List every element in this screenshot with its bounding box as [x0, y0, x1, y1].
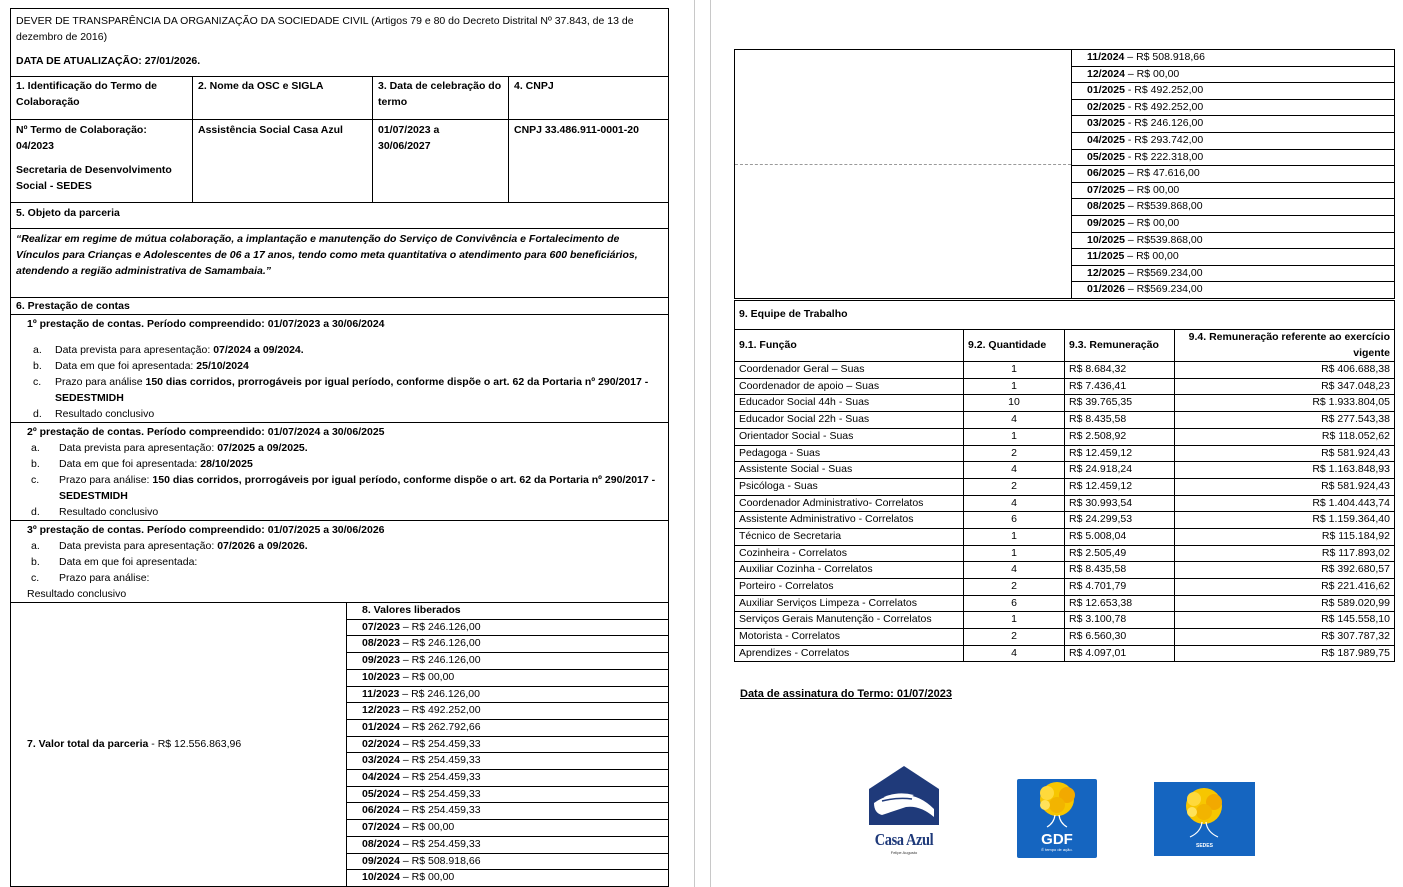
- valor-total-value: - R$ 12.556.863,96: [148, 737, 242, 750]
- casa-azul-logo: [868, 765, 940, 865]
- col-header-quantidade: 9.2. Quantidade: [964, 329, 1065, 361]
- valor-row: 11/2024 – R$ 508.918,66: [1072, 50, 1395, 67]
- table-row: Porteiro - Correlatos 2 R$ 4.701,79 R$ 221.416,62: [735, 579, 1395, 596]
- osc-nome: Assistência Social Casa Azul: [193, 120, 373, 203]
- house-hands-icon: [868, 765, 940, 827]
- table-row: Auxiliar Cozinha - Correlatos 4 R$ 8.435,58 R$ 392.680,57: [735, 562, 1395, 579]
- prestacao-2-d: d. Resultado conclusivo: [31, 506, 159, 518]
- valores-liberados-label: 8. Valores liberados: [347, 603, 669, 620]
- valor-row: 08/2025 – R$539.868,00: [1072, 199, 1395, 216]
- valor-row: 10/2023 – R$ 00,00: [347, 669, 669, 686]
- prestacao-3-title: 3º prestação de contas. Período compreendido: 01/07/2025 a 30/06/2026: [27, 524, 385, 536]
- valor-row: 12/2025 – R$569.234,00: [1072, 265, 1395, 282]
- valor-row: 02/2024 – R$ 254.459,33: [347, 736, 669, 753]
- data-celebracao-inicio: 01/07/2023 a: [378, 124, 440, 136]
- data-celebracao-fim: 30/06/2027: [378, 140, 431, 152]
- document-header: [11, 9, 669, 77]
- valor-row: 04/2025 - R$ 293.742,00: [1072, 132, 1395, 149]
- prestacao-1-b: b. Data em que foi apresentada: 25/10/2024: [33, 360, 249, 372]
- equipe-label: 9. Equipe de Trabalho: [735, 300, 1395, 329]
- valor-row: 11/2025 – R$ 00,00: [1072, 249, 1395, 266]
- valor-row: 09/2024 – R$ 508.918,66: [347, 853, 669, 870]
- table-row: Psicóloga - Suas 2 R$ 12.459,12 R$ 581.924,43: [735, 478, 1395, 495]
- table-row: Assistente Administrativo - Correlatos 6 R$ 24.299,53 R$ 1.159.364,40: [735, 512, 1395, 529]
- gdf-tagline: É tempo de ação.: [1041, 847, 1073, 852]
- termo-numero: Nº Termo de Colaboração: 04/2023: [16, 124, 147, 152]
- prestacao-2-c: c. Prazo para análise: 150 dias corridos, prorrogáveis por igual período, conforme dispõe o art. 62 da Portaria nº 290/2017 - SEDESTMIDH: [31, 474, 656, 502]
- valor-row: 07/2025 – R$ 00,00: [1072, 182, 1395, 199]
- valor-row: 07/2024 – R$ 00,00: [347, 820, 669, 837]
- prestacao-2-a: a. Data prevista para apresentação: 07/2025 a 09/2025.: [31, 442, 308, 454]
- valor-row: 12/2024 – R$ 00,00: [1072, 66, 1395, 83]
- prestacao-1-title: 1º prestação de contas. Período compreendido: 01/07/2023 a 30/06/2024: [27, 318, 385, 330]
- valor-row: 12/2023 – R$ 492.252,00: [347, 703, 669, 720]
- valor-row: 03/2025 - R$ 246.126,00: [1072, 116, 1395, 133]
- logos-footer: [860, 765, 1270, 875]
- valor-row: 05/2025 - R$ 222.318,00: [1072, 149, 1395, 166]
- prestacao-1-c: c. Prazo para análise 150 dias corridos, prorrogáveis por igual período, conforme dispõe o art. 62 da Portaria nº 290/2017 - SEDESTMIDH: [33, 376, 649, 404]
- valor-row: 01/2024 – R$ 262.792,66: [347, 719, 669, 736]
- valores-empty-cell: [735, 50, 1072, 299]
- sedes-name: SEDES: [1196, 843, 1213, 849]
- table-row: Serviços Gerais Manutenção - Correlatos 1 R$ 3.100,78 R$ 145.558,10: [735, 612, 1395, 629]
- prestacao-label: 6. Prestação de contas: [11, 298, 669, 315]
- prestacao-1: [11, 315, 669, 423]
- valor-row: 05/2024 – R$ 254.459,33: [347, 786, 669, 803]
- table-row: Coordenador Geral – Suas 1 R$ 8.684,32 R$ 406.688,38: [735, 362, 1395, 379]
- equipe-table: [734, 300, 1395, 663]
- valor-row: 11/2023 – R$ 246.126,00: [347, 686, 669, 703]
- table-row: Coordenador de apoio – Suas 1 R$ 7.436,41 R$ 347.048,23: [735, 378, 1395, 395]
- sedes-logo: [1154, 782, 1255, 856]
- col-header-data-celebracao: 3. Data de celebração do termo: [373, 77, 509, 120]
- objeto-text: “Realizar em regime de mútua colaboração, a implantação e manutenção do Serviço de Convivência e Fortalecimento de Vínculos para Crianças e Adolescentes de 06 a 17 anos, tendo como meta quantitativa o atendimento para 600 beneficiários, atendendo a região administrativa de Samambaia.”: [11, 229, 669, 298]
- valor-row: 01/2025 - R$ 492.252,00: [1072, 83, 1395, 100]
- page-divider: [710, 0, 711, 887]
- header-table: [10, 8, 669, 603]
- data-assinatura: Data de assinatura do Termo: 01/07/2023: [740, 688, 952, 700]
- table-row: Aprendizes - Correlatos 4 R$ 4.097,01 R$ 187.989,75: [735, 645, 1395, 662]
- page-break-line: [735, 164, 1071, 165]
- prestacao-2-b: b. Data em que foi apresentada: 28/10/2025: [31, 458, 253, 470]
- col-header-osc: 2. Nome da OSC e SIGLA: [193, 77, 373, 120]
- col-header-identificacao: 1. Identificação do Termo de Colaboração: [11, 77, 193, 120]
- prestacao-1-d: d. Resultado conclusivo: [33, 408, 155, 420]
- valor-row: 02/2025 - R$ 492.252,00: [1072, 99, 1395, 116]
- valores-table-page1: [10, 602, 669, 887]
- col-header-funcao: 9.1. Função: [735, 329, 964, 361]
- valor-total-cell: [11, 603, 347, 887]
- valor-row: 08/2023 – R$ 246.126,00: [347, 636, 669, 653]
- valor-row: 09/2023 – R$ 246.126,00: [347, 653, 669, 670]
- cnpj-value: CNPJ 33.486.911-0001-20: [509, 120, 669, 203]
- col-header-remuneracao-exercicio: 9.4. Remuneração referente ao exercício vigente: [1175, 329, 1395, 361]
- prestacao-2-title: 2º prestação de contas. Período compreendido: 01/07/2024 a 30/06/2025: [27, 426, 385, 438]
- valor-row: 09/2025 – R$ 00,00: [1072, 215, 1395, 232]
- document-title: DEVER DE TRANSPARÊNCIA DA ORGANIZAÇÃO DA SOCIEDADE CIVIL (Artigos 79 e 80 do Decreto Distrital Nº 37.843, de 13 de dezembro de 2016): [16, 15, 634, 43]
- tree-icon: [1017, 779, 1097, 829]
- valor-row: 07/2023 – R$ 246.126,00: [347, 619, 669, 636]
- page-divider: [694, 0, 695, 887]
- table-row: Assistente Social - Suas 4 R$ 24.918,24 R$ 1.163.848,93: [735, 462, 1395, 479]
- valor-row: 06/2025 – R$ 47.616,00: [1072, 166, 1395, 183]
- table-row: Pedagoga - Suas 2 R$ 12.459,12 R$ 581.924,43: [735, 445, 1395, 462]
- update-date: DATA DE ATUALIZAÇÃO: 27/01/2026.: [16, 55, 201, 67]
- table-row: Motorista - Correlatos 2 R$ 6.560,30 R$ 307.787,32: [735, 629, 1395, 646]
- tree-icon: [1154, 782, 1255, 840]
- valor-row: 01/2026 – R$569.234,00: [1072, 282, 1395, 299]
- valor-row: 03/2024 – R$ 254.459,33: [347, 753, 669, 770]
- document-page-1: [10, 8, 669, 887]
- prestacao-2: [11, 423, 669, 521]
- table-row: Coordenador Administrativo- Correlatos 4 R$ 30.993,54 R$ 1.404.443,74: [735, 495, 1395, 512]
- prestacao-3-c: c. Prazo para análise:: [31, 572, 150, 584]
- valores-table-page2: [734, 49, 1395, 299]
- prestacao-1-a: a. Data prevista para apresentação: 07/2024 a 09/2024.: [33, 344, 304, 356]
- table-row: Educador Social 44h - Suas 10 R$ 39.765,35 R$ 1.933.804,05: [735, 395, 1395, 412]
- table-row: Orientador Social - Suas 1 R$ 2.508,92 R$ 118.052,62: [735, 428, 1395, 445]
- secretaria: Secretaria de Desenvolvimento Social - SEDES: [16, 164, 172, 192]
- col-header-remuneracao: 9.3. Remuneração: [1065, 329, 1175, 361]
- valor-row: 10/2024 – R$ 00,00: [347, 870, 669, 887]
- prestacao-3: [11, 521, 669, 603]
- table-row: Técnico de Secretaria 1 R$ 5.008,04 R$ 115.184,92: [735, 528, 1395, 545]
- table-row: Educador Social 22h - Suas 4 R$ 8.435,58 R$ 277.543,38: [735, 412, 1395, 429]
- prestacao-3-a: a. Data prevista para apresentação: 07/2026 a 09/2026.: [31, 540, 308, 552]
- prestacao-3-b: b. Data em que foi apresentada:: [31, 556, 198, 568]
- valor-total-label: 7. Valor total da parceria: [27, 737, 149, 750]
- casa-azul-name: Casa Azul: [874, 830, 934, 849]
- valor-row: 08/2024 – R$ 254.459,33: [347, 836, 669, 853]
- gdf-logo: [1017, 779, 1097, 858]
- gdf-name: GDF: [1041, 831, 1073, 848]
- valor-row: 06/2024 – R$ 254.459,33: [347, 803, 669, 820]
- prestacao-3-d: Resultado conclusivo: [27, 588, 127, 600]
- valor-row: 04/2024 – R$ 254.459,33: [347, 770, 669, 787]
- casa-azul-tagline: Felipe Augusto: [890, 850, 918, 855]
- valor-row: 10/2025 – R$539.868,00: [1072, 232, 1395, 249]
- termo-identificacao: [11, 120, 193, 203]
- document-page-2: [734, 49, 1395, 662]
- data-celebracao: [373, 120, 509, 203]
- objeto-label: 5. Objeto da parceria: [11, 203, 669, 229]
- table-row: Cozinheira - Correlatos 1 R$ 2.505,49 R$ 117.893,02: [735, 545, 1395, 562]
- col-header-cnpj: 4. CNPJ: [509, 77, 669, 120]
- table-row: Auxiliar Serviços Limpeza - Correlatos 6 R$ 12.653,38 R$ 589.020,99: [735, 595, 1395, 612]
